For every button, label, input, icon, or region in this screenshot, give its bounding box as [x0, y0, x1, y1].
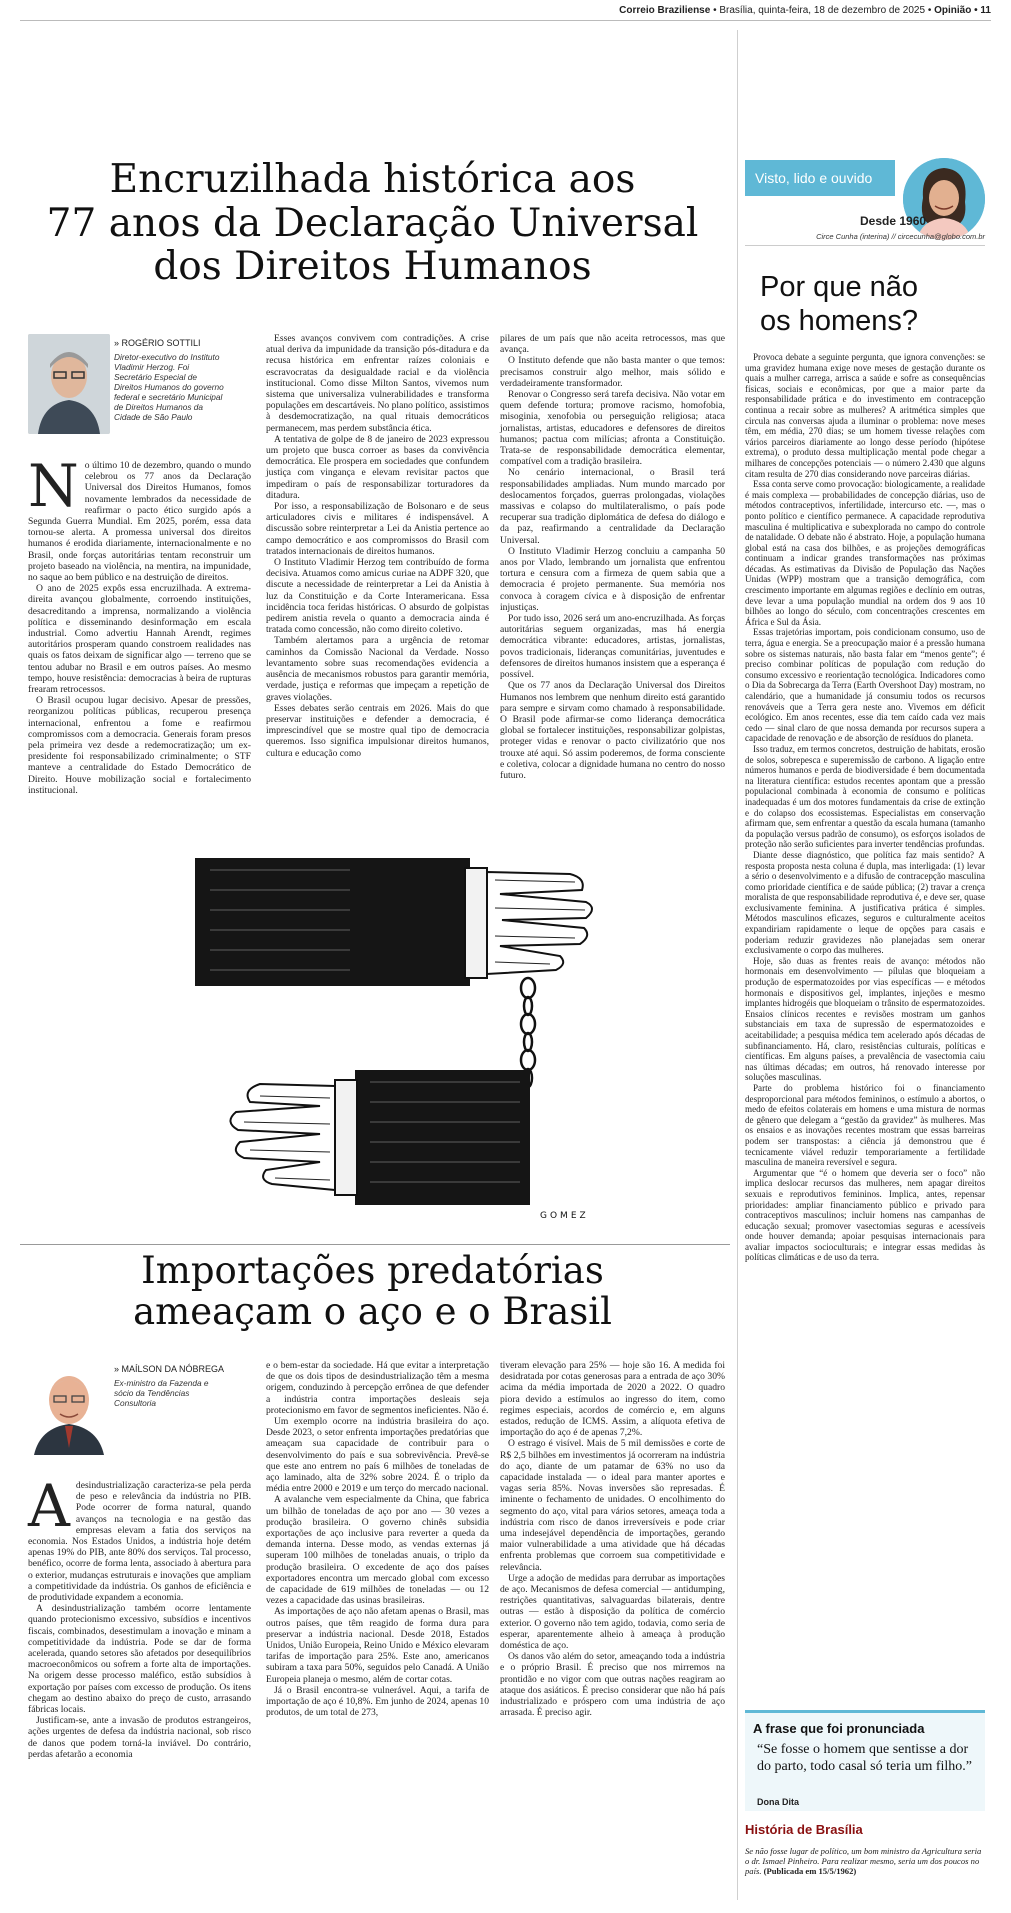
quote-author: Dona Dita [757, 1797, 800, 1807]
columnist-byline: Circe Cunha (interina) // circecunha@globo.com.br [816, 232, 985, 241]
paragraph: Renovar o Congresso será tarefa decisiva. Não votar em quem defende tortura; promove racismo, homofobia, misoginia, xenofobia ou perseguição religiosa; ataca jornalistas, artistas, educadores e defensores de direitos humanos; pactua com milícias; afronta a Constituição. Trata-se de responsabilidade democrática elementar, compatível com a tradição brasileira. [500, 389, 725, 468]
author-name-sottili: » ROGÉRIO SOTTILI [114, 338, 201, 348]
quote-text: “Se fosse o homem que sentisse a dor do parto, todo casal só teria um filho.” [757, 1742, 972, 1774]
paragraph: Também alertamos para a urgência de retomar caminhos da Comissão Nacional da Verdade. Nosso levantamento sobre suas recomendações evidencia a ausência de mecanismos robustos para garantir memória, verdade, justiça e reformas que impeçam a repetição de graves violações. [266, 635, 489, 703]
paragraph: e o bem-estar da sociedade. Há que evitar a interpretação de que os dois tipos de desindustrialização têm a mesma origem, conduzindo à percepção errônea de que defender a indústria contra importações desleais seja protecionismo em favor de segmentos ineficientes. Não é. [266, 1360, 489, 1416]
sidebar-body [745, 352, 985, 1263]
paragraph: Um exemplo ocorre na indústria brasileira do aço. Desde 2023, o setor enfrenta importações predatórias que ameaçam sua capacidade de contribuir para o desenvolvimento do país e sua sobrevivência. Prevê-se que este ano entrem no país 6 milhões de toneladas de aço laminado, alta de 32% sobre 2024. É o triplo da média entre 2000 e 2019 e um terço do mercado nacional. [266, 1416, 489, 1495]
column-title-box: Visto, lido e ouvido [745, 160, 895, 196]
article1-title-line: 77 anos da Declaração Universal [46, 200, 699, 246]
history-body: Se não fosse lugar de político, um bom ministro da Agricultura seria o dr. Ismael Pinheiro. Para realizar mesmo, seria um dos poucos no país. [745, 1846, 982, 1876]
quote-title: A frase que foi pronunciada [753, 1721, 925, 1736]
paragraph: pilares de um país que não aceita retrocessos, mas que avança. [500, 333, 725, 356]
paragraph: Os danos vão além do setor, ameaçando toda a indústria e o próprio Brasil. É preciso que nos mirremos na prontidão e no vigor com que outras nações reagiram ao ataque dos asiáticos. É preciso considerar que não há país industrializado e próspero com uma indústria de aço arrasada. É preciso agir. [500, 1651, 725, 1719]
paragraph: o último 10 de dezembro, quando o mundo celebrou os 77 anos da Declaração Universal dos Direitos Humanos, fomos novamente lembrados da necessidade de reafirmar o pacto ético surgido após a Segunda Guerra Mundial. Em 2025, porém, essa data tornou-se alerta. A promessa universal dos direitos humanos é erodida diariamente, internacionalmente e no Brasil, onde forças autoritárias tentam reconstruir um projeto baseado na violência, na mentira, na impunidade, no saque ao bem público e na destruição de direitos. [28, 460, 251, 584]
paragraph: Essa conta serve como provocação: biologicamente, a realidade é mais complexa — probabilidades de concepção diárias, uso de métodos contraceptivos, infertilidade, intercurso etc. —, mas o ponto político e científico permanece. A capacidade reprodutiva masculina é multiplicativa e subexplorada no campo do controle de natalidade. O debate não é abstrato. Hoje, a população humana global está na casa dos bilhões, e as projeções demográficas continuam a indicar grandes transformações nas próximas décadas. As estimativas da Divisão de População das Nações Unidas (WPP) mostram que a transição demográfica, com crescimento importante em algumas regiões e declínio em outras, deve levar a uma população mundial na ordem dos 9 aos 10 bilhões ao longo do século, com concentrações crescentes em África e Sul da Ásia. [745, 479, 985, 627]
author-photo-nobrega [28, 1360, 110, 1455]
page-number: • 11 [974, 5, 991, 16]
cartoon-signature: GOMEZ [540, 1211, 589, 1221]
newspaper-name: Correio Braziliense [619, 5, 711, 16]
paragraph: O Instituto defende que não basta manter o que temos: precisamos construir algo melhor, mais sólido e verdadeiramente transformador. [500, 355, 725, 389]
paragraph: O estrago é visível. Mais de 5 mil demissões e corte de R$ 2,5 bilhões em investimentos já ocorreram na indústria do aço, diante de um patamar de 63% no uso da capacidade instalada — o ideal para manter aportes e vagas seria 85%. Novas inversões são represadas. É iminente o fechamento de unidades. O encolhimento do segmento do aço, vital para vários setores, ameaça toda a indústria com risco de danos irreversíveis e pode criar uma indesejável dependência de importações, gerando maior vulnerabilidade a uma atividade que há décadas enfrenta problemas que corroem sua competitividade e relevância. [500, 1438, 725, 1573]
page-header [0, 0, 1011, 22]
author-photo-sottili [28, 334, 110, 434]
paragraph: O Instituto Vladimir Herzog concluiu a campanha 50 anos por Vlado, lembrando um jornalista que enfrentou tortura e censura com a firmeza de quem sabia que a democracia é projeto permanente. Sua memória nos convoca à coragem cívica e à disposição de enfrentar injustiças. [500, 545, 725, 613]
paragraph: A avalanche vem especialmente da China, que fabrica um bilhão de toneladas de aço por ano — 30 vezes a produção brasileira. O governo chinês subsidia exportações de aço inclusive para reverter a queda da demanda interna. Desse modo, as vendas externas já superam 100 milhões de toneladas anuais, o triplo da produção brasileira. O excedente de aço dos países exportadores encontra um mercado global com excesso de capacidade de 619 milhões de toneladas — ou 12 vezes a capacidade das usinas brasileiras. [266, 1494, 489, 1607]
paragraph: A tentativa de golpe de 8 de janeiro de 2023 expressou um projeto que busca corroer as bases da convivência democrática. Ele prospera em sociedades que confundem justiça com vingança e elevam revisitar pactos que impediram o país de responsabilizar torturadores da ditadura. [266, 433, 489, 501]
sidebar-headline-line: os homens? [760, 305, 918, 337]
article2-title-line: Importações predatórias [141, 1249, 604, 1292]
paragraph: Provoca debate a seguinte pergunta, que ignora convenções: se uma gravidez humana exige nove meses de gestação durante os quais a mulher carrega, arrisca a saúde e sofre as consequências físicas, sociais e econômicas, por que a maior parte da responsabilidade prática e do investimento em contracepção continua a recair sobre as mulheres? A aritmética simples que circula nas conversas ajuda a iluminar o problema: nove meses têm, em média, 270 dias; se um homem tivesse relações com vários parceiros diariamente ao longo desse período (hipótese extrema), o produto dessa multiplicação mental pode chegar a milhares de concepções potenciais — o número 2.430 que alguns citam resulta de 270 dias considerando nove parceiras diárias. [745, 352, 985, 479]
author-name-nobrega: » MAÍLSON DA NÓBREGA [114, 1364, 225, 1374]
paragraph: tiveram elevação para 25% — hoje são 16. A medida foi desidratada por cotas generosas para a entrada de aço 30% acima da média importada de 2020 a 2022. O quadro piora devido a estímulos ao ingresso do item, como regimes especiais, acordos de comércio e, em alguns estados, redução de ICMS. Assim, a alíquota efetiva de importação do aço é de apenas 7,2%. [500, 1360, 725, 1439]
article1-column-2 [266, 333, 489, 759]
cartoon-illustration [140, 850, 610, 1225]
sidebar-headline-line: Por que não [760, 271, 919, 303]
paragraph: Urge a adoção de medidas para derrubar as importações de aço. Mecanismos de defesa comercial — antidumping, restrições quantitativas, salvaguardas bilaterais, dentre outras — estão à disposição da política de comércio exterior. O governo não tem agido, todavia, como seria de esperar, aparentemente alheio à ameaça à produção doméstica de aço. [500, 1572, 725, 1652]
article2-column-1 [28, 1472, 251, 1760]
history-title: História de Brasília [745, 1822, 863, 1837]
since-label: Desde 1960 [860, 214, 927, 228]
article1-title-line: dos Direitos Humanos [153, 244, 592, 290]
paragraph: Isso traduz, em termos concretos, destruição de habitats, erosão de solos, sobrepesca e superemissão de carbono. A ligação entre números humanos e perda de biodiversidade é bem documentada na literatura científica: estudos recentes apontam que a pressão populacional combinada à economia de consumo e políticas inadequadas é um dos motores fundamentais da crise de extinção e do colapso dos ecossistemas. Especialistas em conservação afirmam que, sem enfrentar a questão da escala humana (tamanho da população versus padrão de consumo), os esforços isolados de proteção não serão suficientes para inverter tendências profundas. [745, 743, 985, 850]
paragraph: Por isso, a responsabilização de Bolsonaro e de seus articuladores civis e militares é indispensável. A discussão sobre reinterpretar a Lei da Anistia pertence ao campo democrático e aos compromissos do Brasil com tratados internacionais de direitos humanos. [266, 501, 489, 557]
article2-title-line: ameaçam o aço e o Brasil [133, 1290, 612, 1334]
dropcap: A [28, 1472, 70, 1540]
paragraph: As importações de aço não afetam apenas o Brasil, mas outros países, que têm reagido de forma dura para preservar a indústria nacional. Desde 2018, Estados Unidos, União Europeia, Reino Unido e México elevaram tarifas de importação para 25%. Este ano, americanos subiram a taxa para 50%, seguidos pelo Canadá. A União Europeia planeja o mesmo, além de cortar cotas. [266, 1606, 489, 1685]
article1-column-3 [500, 333, 725, 781]
dropcap: N [28, 452, 79, 520]
article2-title [20, 1250, 725, 1333]
paragraph: O ano de 2025 expôs essa encruzilhada. A extrema-direita avançou globalmente, corroendo instituições, desacreditando a imprensa, normalizando a violência política e disseminando desinformação em escala industrial. Como advertiu Hannah Arendt, regimes autoritários prosperam quando constroem realidades nas quais os fatos deixam de significar algo — terreno que se tentou adubar no Brasil e em outros países. Ao mesmo tempo, houve resistência: democracias à beira de rupturas frearam retrocessos. [28, 583, 251, 696]
paragraph: Justificam-se, ante a invasão de produtos estrangeiros, ações urgentes de defesa da indústria nacional, sob risco de danos que podem torná-la inviável. Do contrário, perdas afetarão a economia [28, 1715, 251, 1760]
paragraph: Que os 77 anos da Declaração Universal dos Direitos Humanos nos lembrem que nenhum direito está garantido para sempre e sirvam como chamado à responsabilidade. O Brasil pode afirmar-se como liderança democrática global se fortalecer instituições, responsabilizar golpistas, proteger vidas e renovar o pacto civilizatório que nos trouxe até aqui. Só assim poderemos, de forma consciente e coletiva, colocar a dignidade humana no centro do nosso futuro. [500, 680, 725, 781]
article1-column-1 [28, 452, 251, 796]
paragraph: Essas trajetórias importam, pois condicionam consumo, uso de terra, água e energia. Se a preocupação maior é a pressão humana sobre os sistemas naturais, não basta falar em “menos gente”; é preciso combinar políticas de população com redução do consumo excessivo e reorientação tecnológica. Indicadores como o Dia da Sobrecarga da Terra (Earth Overshoot Day) mostram, no calendário, que a humanidade já consumiu todos os recursos renováveis que a Terra gera neste ano. Vivemos em déficit ecológico. Em anos recentes, esse dia tem caído cada vez mais cedo — sinal claro de que nossa demanda por recursos supera a capacidade de renovação e de absorção de resíduos do planeta. [745, 627, 985, 744]
section-name: Opinião [934, 5, 972, 16]
paragraph: Esses debates serão centrais em 2026. Mais do que preservar instituições e defender a democracia, é imprescindível que se mostre qual tipo de democracia queremos. Isso significa impulsionar direitos humanos, cultura e educação como [266, 702, 489, 759]
history-ref: (Publicada em 15/5/1962) [763, 1866, 857, 1876]
author-bio-nobrega: Ex-ministro da Fazenda e sócio da Tendências Consultoria [114, 1378, 209, 1408]
paragraph: Esses avanços convivem com contradições. A crise atual deriva da impunidade da transição pós-ditadura e da recusa histórica em enfrentar raízes coloniais e escravocratas da desigualdade racial e da violência institucional. Como disse Milton Santos, vivemos num sistema que universaliza vulnerabilidades e transforma populações em descartáveis. No plano político, assistimos à desdemocratização, na qual rituais democráticos permanecem, mas perdem substância ética. [266, 333, 489, 434]
article1-title-line: Encruzilhada histórica aos [109, 157, 636, 202]
header-rule [20, 20, 991, 21]
author-bio-sottili: Diretor-executivo do Instituto Vladimir Herzog. Foi Secretário Especial de Direitos Humanos do governo federal e secretário Municipal de Direitos Humanos da Cidade de São Paulo [114, 352, 224, 422]
article2-column-3 [500, 1360, 725, 1719]
column-divider [737, 30, 738, 1900]
paragraph: No cenário internacional, o Brasil terá responsabilidades ampliadas. Num mundo marcado por deslocamentos forçados, guerras prolongadas, violações massivas e colapso do multilateralismo, o país pode recuperar sua tradição diplomática de defesa do diálogo e da paz, reafirmando a centralidade da Declaração Universal. [500, 467, 725, 546]
history-text [745, 1846, 985, 1876]
paragraph: A desindustrialização também ocorre lentamente quando protecionismo excessivo, subsídios e incentivos fiscais, combinados, desestimulam a inovação e minam a competitividade da indústria. Pode se dar de forma acelerada, quando setores são afetados por desequilíbrios macroeconômicos ou sofrem a forte alta de importações. Na origem desse processo maléfico, estão subsídios à exportação por países com excesso de produção. Os itens chegam ao destino abaixo do preço de custo, arrasando fábricas locais. [28, 1603, 251, 1716]
paragraph: Diante desse diagnóstico, que política faz mais sentido? A resposta proposta nesta coluna é dupla, mas interligada: (1) levar a sério o desenvolvimento e a difusão de contracepção masculina como prioridade científica e de saúde pública; (2) travar a crença moralista de que responsabilidade reprodutiva é, e deve ser, quase exclusivamente feminina. A justificativa prática é simples. Métodos masculinos eficazes, seguros e culturalmente aceitos expandiriam rapidamente o leque de opções para casais e poderiam reduzir gravidezes não planejadas sem onerar exclusivamente o corpo das mulheres. [745, 849, 985, 956]
paragraph: desindustrialização caracteriza-se pela perda de peso e relevância da indústria no PIB. Pode ocorrer de forma natural, quando avanços na tecnologia e na gestão das empresas elevam a fatia dos serviços na economia. Nos Estados Unidos, a indústria hoje detém apenas 19% do PIB, ante 80% dos serviços. Tal processo, benéfico, ocorre de forma lenta, associado à abertura para o exterior, mudanças estruturais e inovações que ampliam a competitividade da indústria. Os ganhos de eficiência e de produtividade expandem a economia. [28, 1480, 251, 1604]
article2-column-2 [266, 1360, 489, 1719]
dateline: • Brasília, quinta-feira, 18 de dezembro de 2025 • [713, 5, 932, 16]
header-line [619, 5, 991, 16]
article1-title [20, 158, 725, 289]
section-divider [20, 1244, 730, 1245]
paragraph: Hoje, são duas as frentes reais de avanço: métodos não hormonais em desenvolvimento — pílulas que bloqueiam a produção de espermatozoides por vias específicas — e métodos hormonais e dispositivos gel, implantes, injeções e mesmo implantes hidrogéis que bloqueiam o trânsito de espermatozoides. Ensaios clínicos recentes e revisões mostram um ganhos substanciais em taxa de supressão de espermatozoides e aceitabilidade; a pesquisa médica tem acelerado após décadas de subfinanciamento. Há, claro, resistências culturais, políticas e científicas. Em alguns países, a prevalência de vasectomia caiu nas últimas décadas; em outros, há renovado interesse por soluções masculinas. [745, 955, 985, 1083]
sidebar-rule [745, 245, 985, 246]
sidebar-headline [760, 270, 980, 338]
paragraph: Já o Brasil encontra-se vulnerável. Aqui, a tarifa de importação de aço é 10,8%. Em junho de 2024, apenas 10 produtos, de um total de 273, [266, 1684, 489, 1719]
paragraph: Argumentar que “é o homem que deveria ser o foco” não implica deslocar recursos das mulheres, nem apagar direitos sexuais e reprodutivos femininos. Implica, antes, repensar prioridades: ampliar financiamento público e privado para contraceptivos masculinos; incluir homens nas campanhas de educação sexual; promover vasectomias seguras e acessíveis onde houver demanda; apoiar pesquisas internacionais para avaliar impactos socioculturais; e integrar essas medidas às políticas climáticas e de uso da terra. [745, 1167, 985, 1263]
quote-box [745, 1710, 985, 1811]
paragraph: Por tudo isso, 2026 será um ano-encruzilhada. As forças autoritárias seguem organizadas, mas há energia democrática vibrante: educadores, artistas, jornalistas, povos tradicionais, lideranças comunitárias, juventudes e defensores de direitos humanos insistem que a esperança é possível. [500, 613, 725, 681]
paragraph: Parte do problema histórico foi o financiamento desproporcional para métodos femininos, o estímulo a abortos, o medo de efeitos colaterais em homens e uma mistura de normas de gênero que delegam a “gestão da gravidez” às mulheres. Mas os ensaios e as inovações recentes mostram que essas barreiras podem ser transpostas: a ciência já demonstrou que é tecnicamente viável reduzir temporariamente a fertilidade masculina de maneira reversível e segura. [745, 1082, 985, 1168]
paragraph: O Instituto Vladimir Herzog tem contribuído de forma decisiva. Atuamos como amicus curiae na ADPF 320, que discute a necessidade de reinterpretar a Lei da Anistia à luz da Constituição e da Corte Interamericana. Essa incidência toca feridas históricas. O absurdo de golpistas pedirem anistia revela o quanto a democracia ainda é tratada como concessão, não como direito coletivo. [266, 557, 489, 636]
paragraph: O Brasil ocupou lugar decisivo. Apesar de pressões, reorganizou políticas públicas, recuperou presença internacional, enfrentou a fome e reafirmou compromissos com a democracia. Generais foram presos pela primeira vez desde a redemocratização; um ex-presidente foi responsabilizado criminalmente; o STF manteve a centralidade do Estado Democrático de Direito. Houve mobilização social e fortalecimento institucional. [28, 695, 251, 796]
